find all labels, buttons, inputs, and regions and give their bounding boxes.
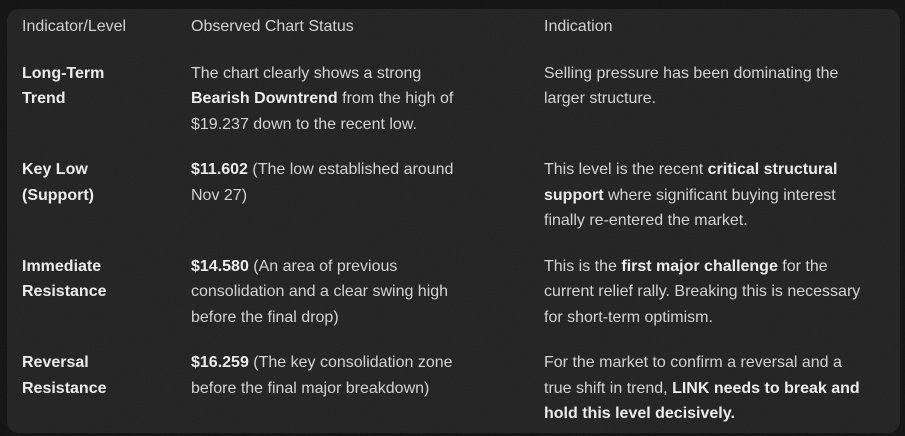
column-header-indicator-level: Indicator/Level: [22, 18, 127, 35]
bold-text: critical structural support: [544, 161, 838, 204]
bold-text: $11.602: [191, 161, 248, 178]
bold-text: Bearish Downtrend: [191, 90, 338, 107]
cell-indication: [544, 51, 900, 148]
text: For the market to confirm a reversal and a true shift in trend,: [544, 354, 842, 397]
text: where significant buying interest finally re-entered the market.: [544, 186, 836, 229]
column-header-indication: Indication: [544, 18, 613, 35]
cell-status: [191, 147, 544, 244]
table-card: [7, 9, 900, 433]
text: The chart clearly shows a strong: [191, 64, 422, 82]
text: This is the: [544, 257, 622, 275]
cell-status: [191, 244, 544, 341]
table-row: [7, 244, 900, 341]
header-row: [7, 9, 900, 51]
bold-text: $16.259: [191, 354, 249, 371]
cell-indicator: [7, 147, 191, 244]
text: for the current relief rally. Breaking this is necessary for short-term optimism.: [544, 257, 861, 326]
cell-indicator: [7, 51, 191, 148]
cell-indicator: [7, 244, 191, 341]
indicator-table: [7, 9, 900, 433]
cell-indicator: [7, 340, 191, 433]
text: from the high of $19.237 down to the recent low.: [191, 90, 454, 133]
bold-text: LINK needs to break and hold this level decisively.: [544, 379, 860, 422]
bold-text: first major challenge: [621, 257, 778, 275]
cell-status: [191, 51, 544, 148]
cell-indication: [544, 244, 900, 341]
table-row: [7, 51, 900, 148]
cell-indication: [544, 147, 900, 244]
text: (An area of previous consolidation and a clear swing high before the final drop): [191, 257, 449, 326]
bold-text: Immediate Resistance: [22, 257, 107, 300]
bold-text: $14.580: [191, 257, 249, 275]
table-body: [7, 51, 900, 434]
text: (The key consolidation zone before the final major breakdown): [191, 354, 453, 397]
table-row: [7, 147, 900, 244]
table-row: [7, 340, 900, 433]
table-header: [7, 9, 900, 51]
column-header-observed-chart-status: Observed Chart Status: [191, 18, 354, 35]
bold-text: Long-Term Trend: [22, 64, 105, 107]
cell-indication: [544, 340, 900, 433]
bold-text: Reversal Resistance: [22, 354, 107, 397]
cell-status: [191, 340, 544, 433]
text: Selling pressure has been dominating the larger structure.: [544, 64, 839, 107]
text: This level is the recent: [544, 161, 708, 178]
bold-text: Key Low (Support): [22, 161, 94, 204]
text: (The low established around Nov 27): [191, 161, 454, 204]
